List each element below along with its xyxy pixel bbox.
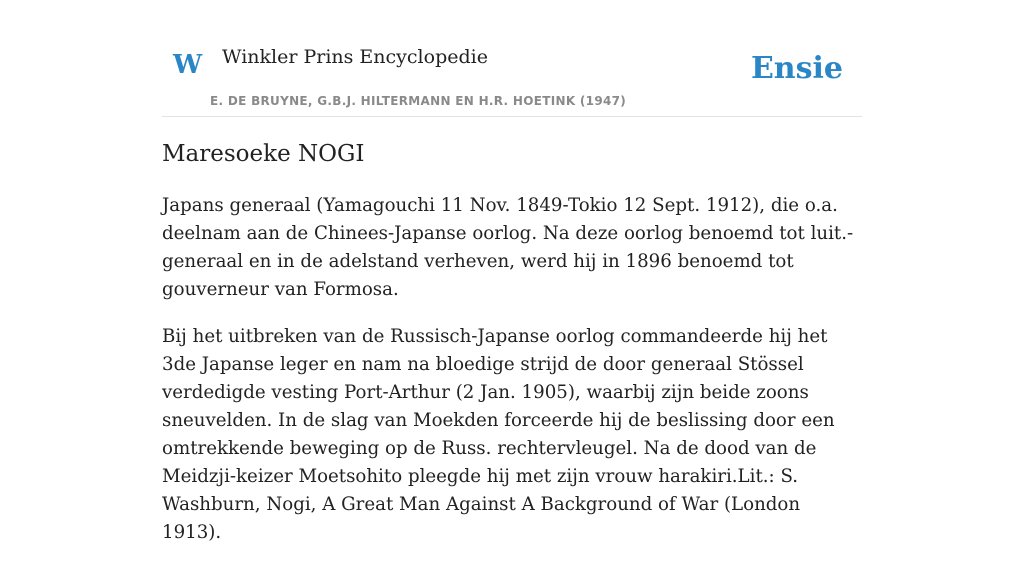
brand-logo-link[interactable]: Ensie bbox=[750, 51, 843, 86]
logo-icon[interactable]: W bbox=[173, 50, 203, 80]
authors-credit: E. DE BRUYNE, G.B.J. HILTERMANN EN H.R. HOETINK (1947) bbox=[210, 94, 627, 108]
site-title-link[interactable]: Winkler Prins Encyclopedie bbox=[222, 46, 488, 68]
article-paragraph: Japans generaal (Yamagouchi 11 Nov. 1849-Tokio 12 Sept. 1912), die o.a. deelnam aan de Chinees-Japanse oorlog. Na deze oorlog benoemd tot luit.-generaal en in de adelstand verheven, werd hij in 1896 benoemd tot gouverneur van Formosa. bbox=[162, 195, 854, 300]
article-title: Maresoeke NOGI bbox=[162, 141, 365, 167]
page bbox=[162, 0, 862, 543]
article-paragraph: Bij het uitbreken van de Russisch-Japanse oorlog commandeerde hij het 3de Japanse leger en nam na bloedige strijd de door generaal Stössel verdedigde vesting Port-Arthur (2 Jan. 1905), waarbij zijn beide zoons sneuvelden. In de slag van Moekden forceerde hij de beslissing door een omtrekkende beweging op de Russ. rechtervleugel. Na de dood van de Meidzji-keizer Moetsohito pleegde hij met zijn vrouw harakiri.Lit.: S. Washburn, Nogi, A Great Man Against A Background of War (London 1913). bbox=[162, 326, 835, 543]
article-body bbox=[162, 192, 862, 566]
site-header bbox=[162, 0, 862, 117]
